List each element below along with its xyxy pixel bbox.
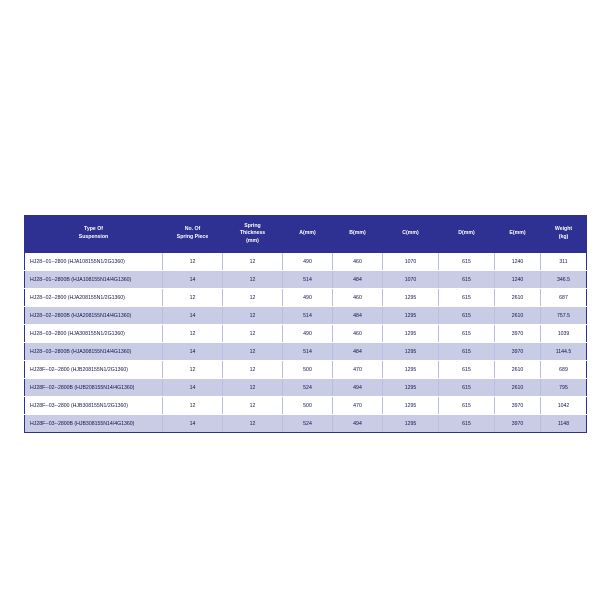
column-header-pieces-line-2: Spring Piece: [176, 234, 209, 240]
cell-e: 1240: [495, 271, 541, 289]
spec-sheet: [24, 215, 576, 433]
cell-c: 1295: [383, 379, 439, 397]
cell-type: HJ28--02--2800B (HJA208155N14/4G1360): [25, 307, 163, 325]
cell-d: 615: [439, 379, 495, 397]
cell-e: 3970: [495, 397, 541, 415]
cell-d: 615: [439, 253, 495, 271]
column-header-c: C(mm): [383, 216, 439, 253]
cell-thickness: 12: [223, 271, 283, 289]
cell-thickness: 12: [223, 415, 283, 433]
cell-thickness: 12: [223, 343, 283, 361]
column-header-pieces-line-1: No. Of: [184, 226, 201, 233]
cell-c: 1295: [383, 397, 439, 415]
cell-d: 615: [439, 343, 495, 361]
cell-b: 470: [333, 397, 383, 415]
cell-d: 615: [439, 415, 495, 433]
table-header: [25, 216, 587, 253]
cell-a: 514: [283, 271, 333, 289]
cell-e: 3970: [495, 343, 541, 361]
table-row: [25, 307, 587, 325]
column-header-weight-line-2: (kg): [558, 234, 569, 240]
cell-c: 1295: [383, 343, 439, 361]
table-header-row: [25, 216, 587, 253]
cell-type: HJ28--01--2800 (HJA108155N1/2G1360): [25, 253, 163, 271]
cell-a: 490: [283, 253, 333, 271]
cell-type: HJ28--02--2800 (HJA208155N1/2G1360): [25, 289, 163, 307]
cell-b: 494: [333, 379, 383, 397]
cell-e: 2610: [495, 307, 541, 325]
cell-b: 460: [333, 289, 383, 307]
cell-c: 1295: [383, 289, 439, 307]
cell-b: 484: [333, 307, 383, 325]
cell-type: HJ28F--03--2800 (HJB308155N1/2G1360): [25, 397, 163, 415]
suspension-spec-table: [24, 215, 587, 433]
cell-e: 1240: [495, 253, 541, 271]
cell-c: 1295: [383, 307, 439, 325]
cell-b: 470: [333, 361, 383, 379]
column-header-thickness-line-1: Spring: [244, 222, 261, 229]
cell-a: 524: [283, 379, 333, 397]
cell-thickness: 12: [223, 289, 283, 307]
cell-d: 615: [439, 397, 495, 415]
cell-b: 494: [333, 415, 383, 433]
cell-pieces: 12: [163, 253, 223, 271]
cell-e: 3970: [495, 325, 541, 343]
cell-c: 1070: [383, 271, 439, 289]
cell-d: 615: [439, 289, 495, 307]
column-header-weight-line-1: Weight: [554, 226, 573, 233]
cell-a: 500: [283, 361, 333, 379]
cell-weight: 1144.5: [541, 343, 587, 361]
column-header-type-line-2: Suspension: [78, 234, 109, 240]
cell-type: HJ28--03--2800 (HJA308155N1/2G1360): [25, 325, 163, 343]
cell-weight: 1042: [541, 397, 587, 415]
cell-weight: 757.5: [541, 307, 587, 325]
table-row: [25, 325, 587, 343]
cell-e: 3970: [495, 415, 541, 433]
table-row: [25, 253, 587, 271]
cell-c: 1070: [383, 253, 439, 271]
cell-pieces: 12: [163, 289, 223, 307]
cell-a: 524: [283, 415, 333, 433]
cell-d: 615: [439, 361, 495, 379]
column-header-type: [25, 216, 163, 253]
cell-pieces: 14: [163, 415, 223, 433]
cell-thickness: 12: [223, 253, 283, 271]
cell-b: 484: [333, 343, 383, 361]
cell-pieces: 14: [163, 307, 223, 325]
cell-d: 615: [439, 325, 495, 343]
cell-a: 490: [283, 289, 333, 307]
column-header-a: A(mm): [283, 216, 333, 253]
table-row: [25, 343, 587, 361]
table-row: [25, 289, 587, 307]
table-row: [25, 415, 587, 433]
table-row: [25, 379, 587, 397]
cell-pieces: 12: [163, 397, 223, 415]
table-row: [25, 271, 587, 289]
table-row: [25, 397, 587, 415]
table-body: [25, 253, 587, 433]
cell-weight: 689: [541, 361, 587, 379]
cell-type: HJ28F--02--2800 (HJB208155N1/2G1360): [25, 361, 163, 379]
cell-thickness: 12: [223, 307, 283, 325]
cell-thickness: 12: [223, 379, 283, 397]
cell-pieces: 14: [163, 343, 223, 361]
cell-b: 460: [333, 325, 383, 343]
cell-pieces: 14: [163, 271, 223, 289]
cell-a: 500: [283, 397, 333, 415]
cell-c: 1295: [383, 325, 439, 343]
column-header-d: D(mm): [439, 216, 495, 253]
cell-weight: 346.5: [541, 271, 587, 289]
column-header-pieces: [163, 216, 223, 253]
cell-type: HJ28F--03--2800B (HJB308155N14/4G1360): [25, 415, 163, 433]
cell-type: HJ28--03--2800B (HJA308155N14/4G1360): [25, 343, 163, 361]
cell-type: HJ28--01--2800B (HJA108155N14/4G1360): [25, 271, 163, 289]
column-header-weight: [541, 216, 587, 253]
cell-a: 514: [283, 307, 333, 325]
cell-weight: 311: [541, 253, 587, 271]
cell-weight: 795: [541, 379, 587, 397]
cell-thickness: 12: [223, 397, 283, 415]
column-header-type-line-1: Type Of: [84, 226, 103, 233]
column-header-thickness-line-2: Thickness: [239, 230, 266, 237]
cell-d: 615: [439, 271, 495, 289]
table-row: [25, 361, 587, 379]
cell-pieces: 12: [163, 361, 223, 379]
cell-a: 490: [283, 325, 333, 343]
cell-a: 514: [283, 343, 333, 361]
cell-e: 2610: [495, 379, 541, 397]
cell-type: HJ28F--02--2800B (HJB208155N14/4G1360): [25, 379, 163, 397]
cell-weight: 687: [541, 289, 587, 307]
cell-c: 1295: [383, 361, 439, 379]
cell-pieces: 12: [163, 325, 223, 343]
cell-e: 2610: [495, 361, 541, 379]
column-header-thickness-line-3: (mm): [246, 237, 259, 244]
column-header-e: E(mm): [495, 216, 541, 253]
cell-b: 484: [333, 271, 383, 289]
cell-d: 615: [439, 307, 495, 325]
cell-pieces: 14: [163, 379, 223, 397]
cell-thickness: 12: [223, 361, 283, 379]
column-header-b: B(mm): [333, 216, 383, 253]
column-header-thickness: [223, 216, 283, 253]
cell-e: 2610: [495, 289, 541, 307]
cell-weight: 1039: [541, 325, 587, 343]
cell-c: 1295: [383, 415, 439, 433]
cell-b: 460: [333, 253, 383, 271]
cell-thickness: 12: [223, 325, 283, 343]
cell-weight: 1148: [541, 415, 587, 433]
